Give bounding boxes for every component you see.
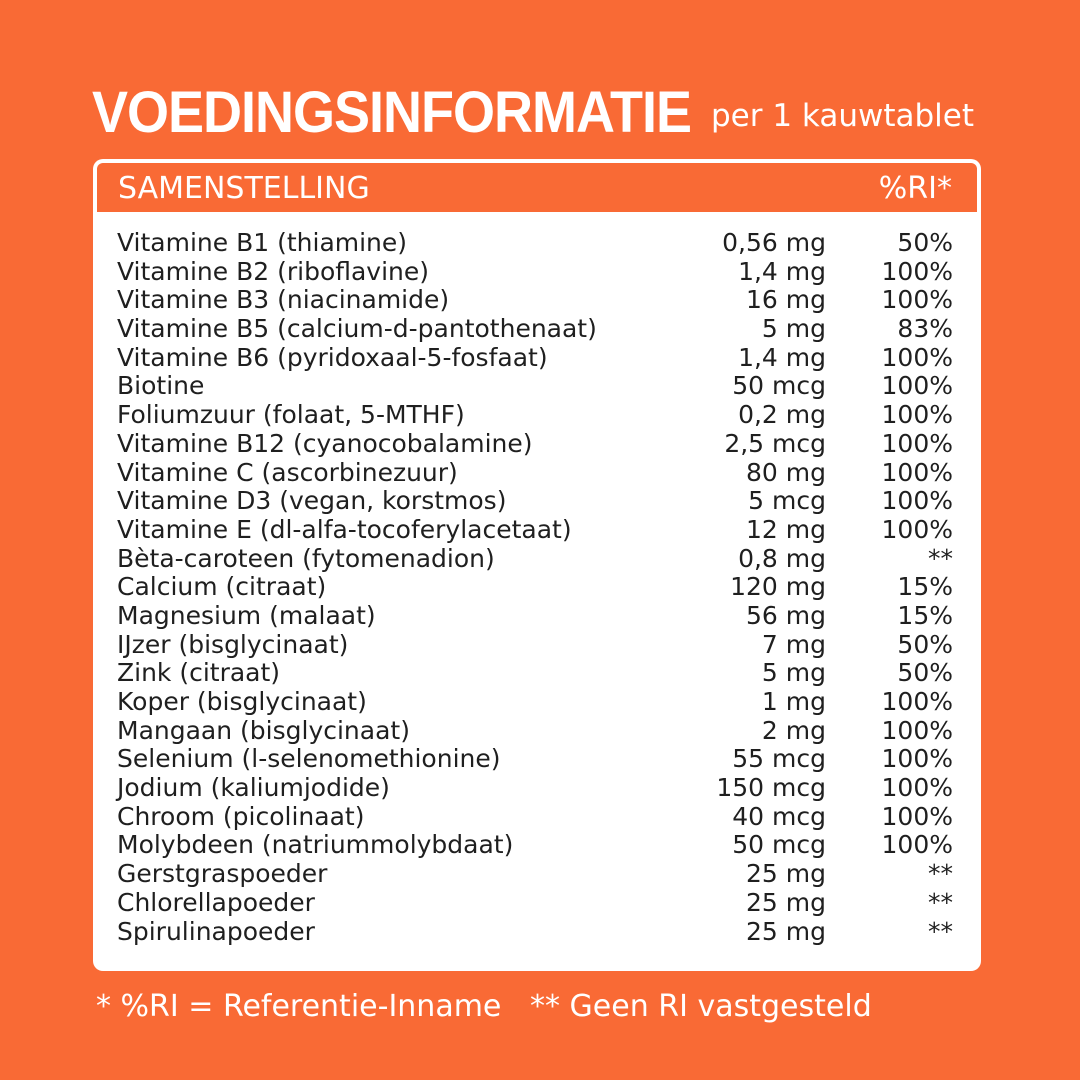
table-row [93, 688, 981, 717]
table-row [93, 545, 981, 574]
table-row [93, 889, 981, 918]
table-row [93, 372, 981, 401]
nutrient-amount: 50 mcg [732, 371, 826, 401]
nutrient-ri: ** [928, 859, 953, 889]
nutrient-amount: 16 mg [746, 285, 826, 315]
nutrient-name: Selenium (l-selenomethionine) [117, 744, 501, 774]
column-header-composition: SAMENSTELLING [118, 171, 370, 206]
column-header-ri: %RI* [878, 171, 952, 206]
nutrient-name: Zink (citraat) [117, 658, 281, 688]
nutrient-ri: 100% [881, 830, 953, 860]
nutrient-name: Foliumzuur (folaat, 5-MTHF) [117, 400, 465, 430]
nutrient-amount: 5 mcg [748, 486, 826, 516]
nutrient-ri: ** [928, 887, 953, 917]
nutrient-name: Molybdeen (natriummolybdaat) [117, 830, 514, 860]
nutrient-name: Mangaan (bisglycinaat) [117, 715, 410, 745]
table-row [93, 401, 981, 430]
nutrient-amount: 5 mg [761, 658, 826, 688]
table-row [93, 315, 981, 344]
nutrient-amount: 0,8 mg [738, 543, 826, 573]
nutrient-name: Vitamine B6 (pyridoxaal-5-fosfaat) [117, 342, 548, 372]
nutrient-ri: 100% [881, 342, 953, 372]
nutrient-name: Vitamine B3 (niacinamide) [117, 285, 450, 315]
table-row [93, 659, 981, 688]
nutrient-name: Gerstgraspoeder [117, 859, 328, 889]
nutrient-ri: 15% [897, 572, 953, 602]
nutrient-name: Vitamine E (dl-alfa-tocoferylacetaat) [117, 514, 572, 544]
nutrient-ri: 50% [897, 658, 953, 688]
nutrient-name: Magnesium (malaat) [117, 600, 376, 630]
table-row [93, 459, 981, 488]
nutrient-ri: 50% [897, 629, 953, 659]
nutrient-name: Vitamine B2 (riboflavine) [117, 256, 430, 286]
nutrient-amount: 25 mg [746, 887, 826, 917]
nutrient-amount: 25 mg [746, 916, 826, 946]
footnote-ri: * %RI = Referentie-Inname [96, 989, 502, 1024]
nutrient-name: Vitamine D3 (vegan, korstmos) [117, 486, 507, 516]
nutrient-amount: 40 mcg [732, 801, 826, 831]
table-row [93, 487, 981, 516]
nutrient-ri: 100% [881, 773, 953, 803]
nutrient-amount: 1 mg [761, 687, 826, 716]
nutrient-name: Calcium (citraat) [117, 572, 327, 602]
table-row [93, 774, 981, 803]
nutrient-amount: 2,5 mcg [724, 428, 826, 458]
nutrient-ri: 100% [881, 715, 953, 745]
nutrition-table [93, 159, 981, 971]
nutrient-name: Spirulinapoeder [117, 916, 315, 946]
nutrient-name: Koper (bisglycinaat) [117, 687, 367, 716]
nutrient-amount: 7 mg [761, 629, 826, 659]
table-row [93, 860, 981, 889]
nutrient-name: Vitamine B12 (cyanocobalamine) [117, 428, 533, 458]
nutrient-ri: 100% [881, 486, 953, 516]
footnote-no-ri: ** Geen RI vastgesteld [530, 989, 872, 1024]
nutrient-amount: 50 mcg [732, 830, 826, 860]
page-title: VOEDINGSINFORMATIE [92, 80, 692, 145]
table-row [93, 717, 981, 746]
table-row [93, 344, 981, 373]
nutrient-ri: 100% [881, 428, 953, 458]
nutrient-ri: 100% [881, 687, 953, 716]
nutrient-name: IJzer (bisglycinaat) [117, 629, 349, 659]
nutrient-ri: 100% [881, 801, 953, 831]
nutrient-amount: 56 mg [746, 600, 826, 630]
nutrient-name: Vitamine C (ascorbinezuur) [117, 457, 458, 487]
table-row [93, 286, 981, 315]
nutrient-name: Chlorellapoeder [117, 887, 315, 917]
nutrient-name: Biotine [117, 371, 205, 401]
table-row [93, 258, 981, 287]
nutrient-name: Bèta-caroteen (fytomenadion) [117, 543, 495, 573]
table-row [93, 573, 981, 602]
table-row [93, 229, 981, 258]
table-row [93, 831, 981, 860]
nutrient-ri: 100% [881, 371, 953, 401]
nutrient-amount: 150 mcg [716, 773, 826, 803]
nutrient-name: Jodium (kaliumjodide) [117, 773, 390, 803]
nutrient-ri: 100% [881, 285, 953, 315]
table-row [93, 516, 981, 545]
nutrient-amount: 12 mg [746, 514, 826, 544]
nutrient-ri: 83% [897, 314, 953, 344]
nutrient-ri: 100% [881, 400, 953, 430]
nutrient-amount: 80 mg [746, 457, 826, 487]
nutrient-amount: 1,4 mg [738, 256, 826, 286]
nutrient-name: Chroom (picolinaat) [117, 801, 365, 831]
nutrient-amount: 25 mg [746, 859, 826, 889]
nutrient-ri: 15% [897, 600, 953, 630]
table-row [93, 918, 981, 947]
table-row [93, 631, 981, 660]
nutrient-amount: 1,4 mg [738, 342, 826, 372]
nutrient-ri: ** [928, 543, 953, 573]
nutrient-ri: ** [928, 916, 953, 946]
nutrient-name: Vitamine B1 (thiamine) [117, 228, 408, 257]
table-row [93, 602, 981, 631]
table-header [97, 163, 977, 212]
nutrient-ri: 100% [881, 457, 953, 487]
table-row [93, 803, 981, 832]
table-body [93, 229, 981, 946]
nutrient-ri: 100% [881, 744, 953, 774]
nutrient-amount: 0,2 mg [738, 400, 826, 430]
table-row [93, 430, 981, 459]
nutrient-name: Vitamine B5 (calcium-d-pantothenaat) [117, 314, 597, 344]
nutrient-ri: 100% [881, 256, 953, 286]
nutrient-amount: 55 mcg [732, 744, 826, 774]
nutrient-amount: 0,56 mg [722, 228, 826, 257]
nutrient-amount: 120 mg [730, 572, 826, 602]
nutrient-amount: 2 mg [761, 715, 826, 745]
page-subtitle: per 1 kauwtablet [710, 98, 974, 134]
nutrient-amount: 5 mg [761, 314, 826, 344]
nutrient-ri: 50% [897, 228, 953, 257]
nutrient-ri: 100% [881, 514, 953, 544]
table-row [93, 745, 981, 774]
